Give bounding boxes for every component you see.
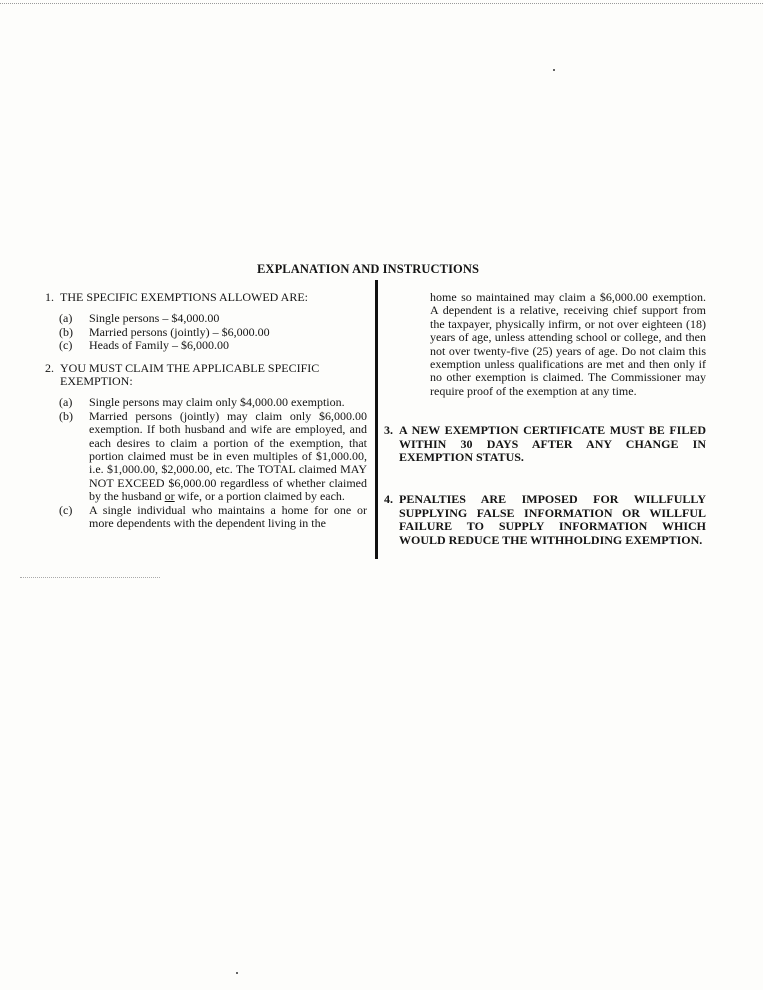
section-2-heading — [45, 362, 367, 389]
item-text: Heads of Family – $6,000.00 — [89, 338, 229, 353]
item-label: (b) — [59, 408, 73, 423]
page-title: EXPLANATION AND INSTRUCTIONS — [257, 262, 480, 276]
section-1-item-b — [59, 326, 367, 339]
item-text-part: Married persons (jointly) may claim only $6,000.00 exemption. If both husband and wife are employed, and each desires to claim a portion of the exemption, that portion claimed must be in even multiples of $1,000.00, i.e. $1,000.00, $2,000.00, etc. The TOTAL claimed MAY NOT EXCEED $6,000.00 regardless of whether claimed by the husband — [89, 408, 367, 504]
scan-speck — [236, 972, 238, 974]
section-2-item-b — [59, 410, 367, 504]
section-2-item-c-continued: home so maintained may claim a $6,000.00 exemption. A dependent is a relative, receiving chief support from the taxpayer, physically infirm, or not over eighteen (18) years of age, unless attending school or college, and then not over twenty-five (25) years of age. Do not claim this exemption unless qualifications are met and then only if no other exemption is claimed. The Commissioner may require proof of the exemption at any time. — [430, 290, 706, 398]
item-label: (c) — [59, 338, 73, 353]
section-2-item-c — [59, 504, 367, 531]
underlined-word: or — [164, 489, 175, 504]
section-2-number: 2. — [45, 360, 54, 375]
section-3 — [384, 424, 706, 464]
right-column — [384, 291, 706, 547]
column-divider — [375, 280, 378, 559]
section-2-heading-text: YOU MUST CLAIM THE APPLICABLE SPECIFIC EXEMPTION: — [60, 360, 320, 389]
section-1-item-a — [59, 312, 367, 325]
item-text — [89, 410, 367, 504]
section-1-heading — [45, 291, 367, 304]
scan-speck — [553, 69, 555, 71]
section-3-number: 3. — [384, 423, 393, 438]
item-label: (b) — [59, 324, 73, 339]
item-text-part: wife, or a portion claimed by each. — [174, 489, 345, 504]
item-label: (a) — [59, 311, 73, 326]
left-column — [45, 291, 367, 531]
section-1-number: 1. — [45, 290, 54, 304]
item-text: A single individual who maintains a home for one or more dependents with the dependent living in the — [89, 502, 367, 531]
scan-edge-line — [0, 3, 763, 4]
section-3-text: A NEW EXEMPTION CERTIFICATE MUST BE FILED WITHIN 30 DAYS AFTER ANY CHANGE IN EXEMPTION STATUS. — [399, 423, 706, 465]
item-text: Single persons – $4,000.00 — [89, 311, 220, 326]
section-2-item-a — [59, 396, 367, 409]
item-label: (c) — [59, 502, 73, 517]
scan-smudge — [20, 577, 160, 578]
section-4-number: 4. — [384, 492, 393, 507]
section-4-text: PENALTIES ARE IMPOSED FOR WILLFULLY SUPPLYING FALSE INFORMATION OR WILLFUL FAILURE TO SUPPLY INFORMATION WHICH WOULD REDUCE THE WITHHOLDING EXEMPTION. — [399, 492, 706, 547]
section-1-item-c — [59, 339, 367, 352]
item-text: Married persons (jointly) – $6,000.00 — [89, 324, 270, 339]
section-4 — [384, 493, 706, 547]
item-label: (a) — [59, 395, 73, 410]
section-1-heading-text: THE SPECIFIC EXEMPTIONS ALLOWED ARE: — [60, 290, 309, 304]
item-text: Single persons may claim only $4,000.00 exemption. — [89, 395, 345, 410]
